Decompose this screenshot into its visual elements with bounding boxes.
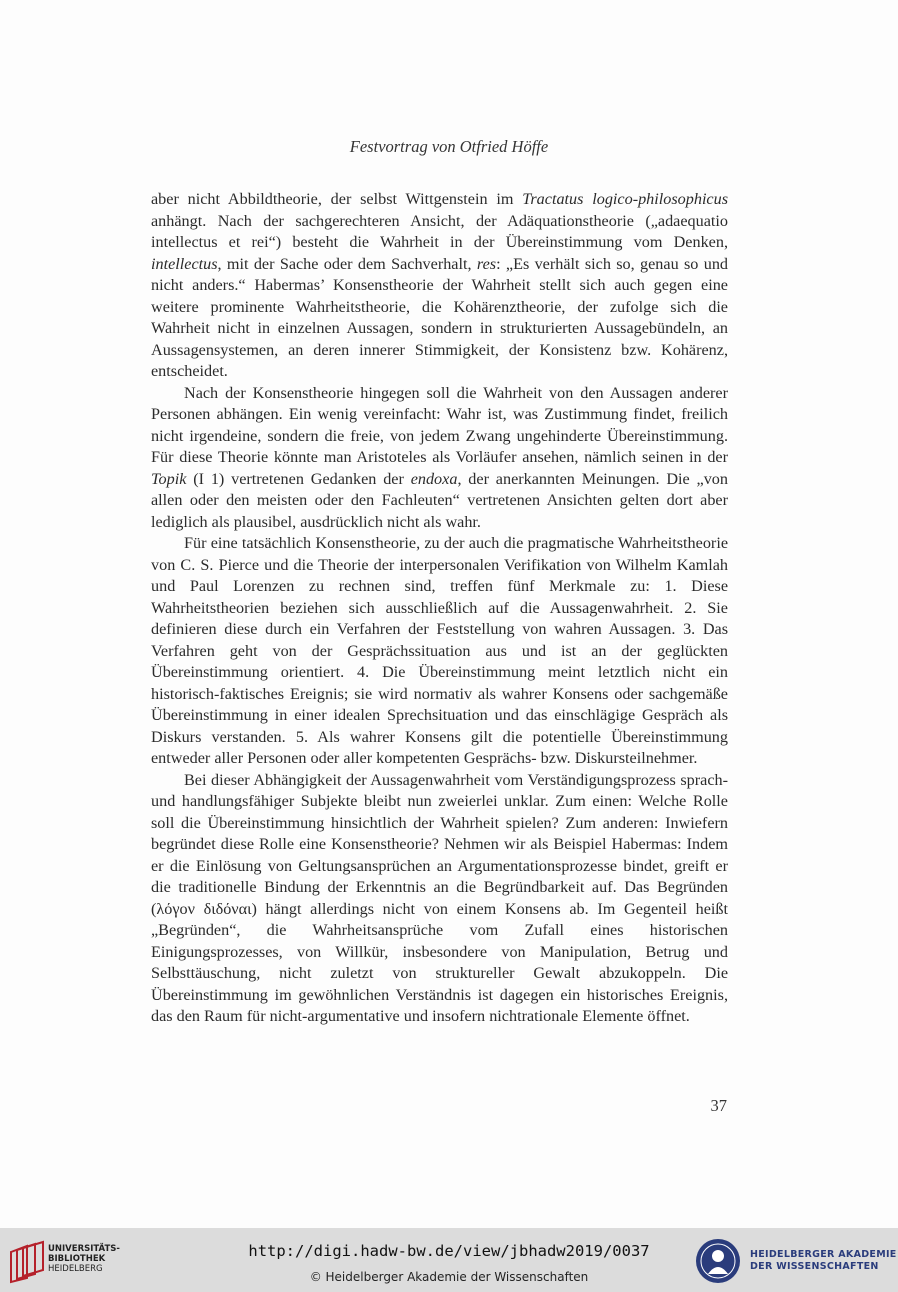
- permalink-url[interactable]: http://digi.hadw-bw.de/view/jbhadw2019/0037: [248, 1242, 650, 1260]
- copyright-notice: © Heidelberger Akademie der Wissenschaften: [309, 1270, 589, 1284]
- footer-bar: [0, 1228, 898, 1292]
- university-library-name: UNIVERSITÄTS- BIBLIOTHEK HEIDELBERG: [48, 1244, 120, 1274]
- running-title: Festvortrag von Otfried Höffe: [349, 137, 549, 156]
- paragraph-1: aber nicht Abbildtheorie, der selbst Wittgenstein im Tractatus logico-philosophicus anhängt. Nach der sachgerechteren Ansicht, der Adäquationstheorie („adaequatio intellectus et rei“) besteht die Wahrheit in der Übereinstimmung vom Denken, intellectus, mit der Sache oder dem Sachverhalt, res: „Es verhält sich so, genau so und nicht anders.“ Habermas’ Konsenstheorie der Wahrheit stellt sich auch gegen eine weitere prominente Wahrheitstheorie, die Kohärenztheorie, der zufolge sich die Wahrheit nicht in einzelnen Aussagen, sondern in strukturierten Aussagebündeln, an Aussagensystemen, an deren innerer Stimmigkeit, der Konsistenz bzw. Kohärenz, entscheidet.: [151, 190, 729, 380]
- paragraph-3: Für eine tatsächlich Konsenstheorie, zu der auch die pragmatische Wahrheitstheorie von C. S. Pierce und die Theorie der interpersonalen Verifikation von Wilhelm Kamlah und Paul Lorenzen zu rechnen sind, treffen fünf Merkmale zu: 1. Diese Wahrheitstheorien beziehen sich ausschließlich auf die Aussagenwahrheit. 2. Sie definieren diese durch ein Verfahren der Feststellung von wahren Aussagen. 3. Das Verfahren geht von der Gesprächssituation aus und ist an der geglückten Übereinstimmung orientiert. 4. Die Übereinstimmung meint letztlich nicht ein historisch-faktisches Ereignis; sie wird normativ als wahrer Konsens oder sachgemäße Übereinstimmung in einer idealen Sprechsituation und das einschlägige Gespräch als Diskurs verstanden. 5. Als wahrer Konsens gilt die potentielle Übereinstimmung entweder aller Personen oder aller kompetenten Gesprächs- bzw. Diskursteilnehmer.: [151, 534, 728, 767]
- academy-name: HEIDELBERGER AKADEMIE DER WISSENSCHAFTEN: [750, 1249, 897, 1272]
- paragraph-4: Bei dieser Abhängigkeit der Aussagenwahrheit vom Verständigungsprozess sprach- und handlungsfähiger Subjekte bleibt nun zweierlei unklar. Zum einen: Welche Rolle soll die Übereinstimmung hinsichtlich der Wahrheit spielen? Zum anderen: Inwiefern begründet diese Rolle eine Konsenstheorie? Nehmen wir als Beispiel Habermas: Indem er die Einlösung von Geltungsansprüchen an Argumentationsprozesse bindet, greift er die traditionelle Bindung der Erkenntnis an die Begründbarkeit auf. Das Begründen (λόγον διδόναι) hängt allerdings nicht von einem Konsens ab. Im Gegenteil heißt „Begründen“, die Wahrheitsansprüche vom Zufall eines historischen Einigungsprozesses, von Willkür, insbesondere von Manipulation, Betrug und Selbsttäuschung, nicht zuletzt von struktureller Gewalt abzukoppeln. Die Übereinstimmung im gewöhnlichen Verständnis ist dagegen ein historisches Ereignis, das den Raum für nicht-argumentative und insofern nichtrationale Elemente öffnet.: [151, 770, 728, 1025]
- page-number: 37: [710, 1096, 727, 1115]
- paragraph-2: Nach der Konsenstheorie hingegen soll die Wahrheit von den Aussagen anderer Personen abhängen. Ein wenig vereinfacht: Wahr ist, was Zustimmung findet, freilich nicht irgendeine, sondern die freie, von jedem Zwang ungehinderte Übereinstimmung. Für diese Theorie könnte man Aristoteles als Vorläufer ansehen, nämlich seinen in der Topik (I 1) vertretenen Gedanken der endoxa, der anerkannten Meinungen. Die „von allen oder den meisten oder den Fachleuten“ vertretenen Ansichten gelten dort aber lediglich als plausibel, ausdrücklich nicht als wahr.: [151, 383, 728, 531]
- body-text: [151, 189, 728, 1028]
